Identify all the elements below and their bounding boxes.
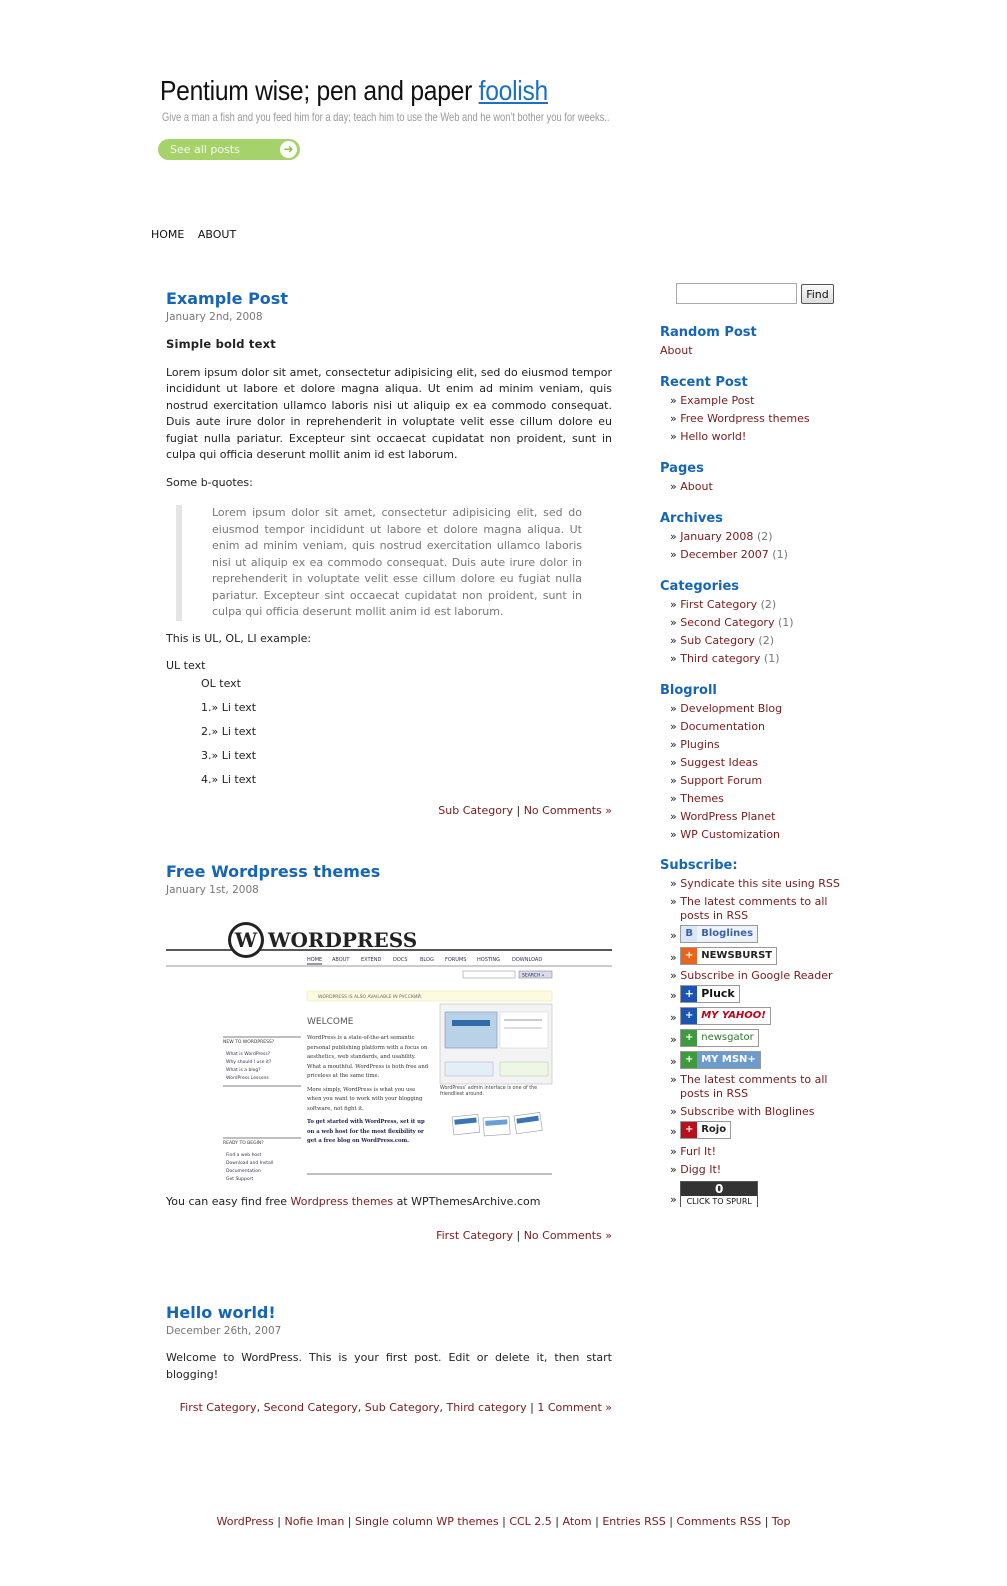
main-nav — [151, 228, 246, 241]
widget-blogroll — [660, 683, 860, 846]
category-link[interactable]: Sub Category — [364, 1401, 440, 1414]
category-link[interactable]: First Category — [436, 1228, 513, 1242]
post-example — [166, 289, 612, 820]
svg-text:Documentation: Documentation — [226, 1169, 261, 1174]
ol-label: OL text — [201, 676, 241, 690]
svg-text:NEW TO WORDPRESS?: NEW TO WORDPRESS? — [223, 1040, 275, 1045]
list-item[interactable]: » Plugins — [670, 738, 720, 751]
post-date: December 26th, 2007 — [166, 1325, 282, 1337]
list-item[interactable]: » The latest comments to all posts in RSS — [670, 1073, 828, 1100]
comments-link[interactable]: 1 Comment » — [537, 1401, 612, 1414]
list-item[interactable]: » The latest comments to all posts in RSS — [670, 895, 828, 922]
widget-title: Subscribe: — [660, 858, 738, 873]
widget-title: Archives — [660, 511, 723, 526]
svg-text:What is a blog?: What is a blog? — [226, 1068, 261, 1073]
widget-title: Blogroll — [660, 683, 717, 698]
bloglines-badge[interactable]: B Bloglines — [680, 925, 758, 943]
wordpress-screenshot-image — [166, 916, 612, 1182]
svg-text:Why should I use it?: Why should I use it? — [226, 1060, 272, 1065]
svg-text:WELCOME: WELCOME — [307, 1017, 354, 1027]
post-date: January 1st, 2008 — [166, 884, 259, 896]
list-label: This is UL, OL, LI example: — [166, 631, 312, 645]
wp-logo-text: WORDPRESS — [268, 928, 418, 952]
svg-text:Find a web host: Find a web host — [226, 1153, 262, 1158]
list-item[interactable]: » + MY MSN+ — [670, 1051, 860, 1069]
see-all-posts-button[interactable] — [158, 139, 300, 160]
my-yahoo-badge[interactable]: + MY YAHOO! — [680, 1007, 771, 1025]
rojo-badge[interactable]: + Rojo — [680, 1121, 731, 1139]
svg-text:W: W — [234, 928, 258, 952]
footer-link[interactable]: Comments RSS — [676, 1515, 762, 1528]
list-item: 1.» Li text — [201, 701, 257, 714]
newsburst-badge[interactable]: + NEWSBURST — [680, 947, 777, 965]
nav-about[interactable]: ABOUT — [197, 228, 237, 241]
footer-link[interactable]: CCL 2.5 — [509, 1515, 552, 1528]
spurl-badge[interactable]: 0 CLICK TO SPURL — [680, 1181, 758, 1207]
list-item[interactable]: » + MY YAHOO! — [670, 1007, 860, 1025]
list-item[interactable]: » + newsgator — [670, 1029, 860, 1047]
footer-link[interactable]: Nofie Iman — [284, 1515, 345, 1528]
post-text: You can easy find free Wordpress themes at WPThemesArchive.com — [166, 1195, 541, 1208]
list-item[interactable]: » + Pluck — [670, 985, 860, 1003]
post-title[interactable]: Example Post — [166, 289, 288, 308]
list-item[interactable]: » Free Wordpress themes — [670, 412, 810, 425]
list-item[interactable]: » Development Blog — [670, 702, 783, 715]
svg-text:Get Support: Get Support — [226, 1177, 254, 1182]
list-item[interactable]: » Subscribe with Bloglines — [670, 1105, 815, 1118]
see-all-label: See all posts — [170, 143, 240, 156]
widget-categories — [660, 579, 860, 670]
svg-text:DOCS: DOCS — [393, 957, 408, 963]
post-free-themes — [166, 862, 612, 1244]
list-example — [166, 658, 612, 788]
svg-text:READY TO BEGIN?: READY TO BEGIN? — [223, 1141, 264, 1146]
pluck-badge[interactable]: + Pluck — [680, 985, 740, 1003]
list-item[interactable]: » + NEWSBURST — [670, 947, 860, 965]
post-paragraph: Lorem ipsum dolor sit amet, consectetur adipisicing elit, sed do eiusmod tempor incididunt ut labore et dolore magna aliqua. Ut enim ad minim veniam, quis nostrud exercitation ullamco laboris nisi ut aliquip ex ea commodo consequat. Duis aute irure dolor in reprehenderit in voluptate velit esse cillum dolore eu fugiat nulla pariatur. Excepteur sint occaecat cupidatat non proident, sunt in culpa qui officia deserunt mollit anim id est laborum. — [166, 365, 612, 461]
widget-title: Pages — [660, 461, 704, 476]
widget-pages — [660, 461, 860, 498]
list-item[interactable]: » Sub Category (2) — [670, 634, 775, 647]
list-item: 2.» Li text — [201, 725, 257, 738]
site-title-main: Pentium wise; pen and paper — [160, 75, 473, 106]
list-item[interactable]: » 0 CLICK TO SPURL — [670, 1181, 860, 1207]
search-input[interactable] — [676, 283, 797, 304]
svg-text:BLOG: BLOG — [420, 957, 434, 963]
wordpress-themes-link[interactable]: Wordpress themes — [290, 1195, 394, 1208]
widget-random-post — [660, 325, 860, 362]
list-item[interactable]: » Support Forum — [670, 774, 763, 787]
site-title-accent[interactable]: foolish — [478, 75, 548, 106]
footer-link[interactable]: WordPress — [216, 1515, 274, 1528]
comments-link[interactable]: No Comments » — [523, 804, 612, 817]
list-item[interactable]: » Documentation — [670, 720, 766, 733]
post-date: January 2nd, 2008 — [166, 311, 263, 323]
category-link[interactable]: Second Category — [263, 1401, 358, 1414]
newsgator-badge[interactable]: + newsgator — [680, 1029, 759, 1047]
list-item[interactable]: » About — [670, 480, 713, 493]
footer-link[interactable]: Entries RSS — [602, 1515, 666, 1528]
list-item: 4.» Li text — [201, 773, 257, 786]
list-item: 3.» Li text — [201, 749, 257, 762]
svg-text:EXTEND: EXTEND — [361, 957, 382, 963]
post-meta: Sub Category | No Comments » — [438, 804, 612, 817]
blockquote: Lorem ipsum dolor sit amet, consectetur adipisicing elit, sed do eiusmod tempor incididunt ut labore et dolore magna aliqua. Ut enim ad minim veniam, quis nostrud exercitation ullamco laboris nisi ut aliquip ex ea commodo consequat. Duis aute irure dolor in reprehenderit in voluptate velit esse cillum dolore eu fugiat nulla pariatur. Excepteur sint occaecat cupidatat non proident, sunt in culpa qui officia deserunt mollit anim id est laborum. — [176, 505, 612, 621]
list-item[interactable]: » Third category (1) — [670, 652, 780, 665]
bquote-label: Some b-quotes: — [166, 475, 253, 489]
footer-link[interactable]: Single column WP themes — [355, 1515, 499, 1528]
category-link[interactable]: Sub Category — [438, 804, 513, 817]
list-item[interactable]: » Example Post — [670, 394, 755, 407]
bold-text: Simple bold text — [166, 337, 276, 351]
find-button[interactable]: Find — [801, 284, 834, 304]
post-hello-world — [166, 1303, 612, 1417]
widget-title: Random Post — [660, 325, 757, 340]
svg-text:DOWNLOAD: DOWNLOAD — [512, 957, 543, 963]
post-meta: First Category, Second Category, Sub Category, Third category | 1 Comment » — [179, 1401, 612, 1414]
svg-text:ABOUT: ABOUT — [332, 957, 350, 963]
post-text: Welcome to WordPress. This is your first post. Edit or delete it, then start blogging! — [166, 1351, 612, 1381]
list-item[interactable]: » B Bloglines — [670, 925, 860, 943]
list-item[interactable]: » Subscribe in Google Reader — [670, 969, 833, 982]
list-item[interactable]: » WP Customization — [670, 828, 781, 841]
footer: WordPress | Nofie Iman | Single column WP themes | CCL 2.5 | Atom | Entries RSS | Comments RSS | Top — [216, 1515, 791, 1528]
svg-text:WordPress Lessons: WordPress Lessons — [226, 1076, 269, 1081]
nav-home[interactable]: HOME — [151, 228, 185, 241]
svg-text:FORUMS: FORUMS — [445, 957, 467, 963]
category-link[interactable]: First Category — [179, 1401, 257, 1414]
ul-label: UL text — [166, 659, 206, 672]
category-link[interactable]: Third category — [446, 1401, 527, 1414]
wordpress-site-illustration: W WORDPRESS HOME ABOUT EXTEND DOCS BLOG FORUMS HOSTING DOWNLOAD SEARCH » WORDPRESS IS ALSO AVAILABLE IN РУССКИЙ. WELCOME NEW TO WORDPRESS? What is WordPress? Why should I use it? What is a blog? WordPress Lessons READY TO BEGIN? Find a web host Download and Install Documentation Get Support WordPress is a state-of-the-art semantic personal publishing platform with a focus on aesthetics, web standards, and usability. What a mouthful. WordPress is both free and priceless at the same time. More simply, WordPress is what you use when you want to work with your blogging software, not fight it. To get started with WordPress, set it up on a web host for the most flexibility or get a free blog on WordPress.com. WordPress' admin interface is one of the friendliest around. — [166, 916, 612, 1178]
list-item[interactable]: » Furl It! — [670, 1145, 716, 1158]
footer-link[interactable]: Atom — [562, 1515, 592, 1528]
svg-text:WORDPRESS IS ALSO AVAILABLE IN: WORDPRESS IS ALSO AVAILABLE IN РУССКИЙ. — [318, 995, 423, 1000]
widget-title: Categories — [660, 579, 740, 594]
svg-text:HOSTING: HOSTING — [477, 957, 501, 963]
list-item[interactable]: » December 2007 (1) — [670, 548, 788, 561]
random-post-link[interactable]: About — [660, 344, 693, 357]
list-item[interactable]: » January 2008 (2) — [670, 530, 773, 543]
list-item[interactable]: » WordPress Planet — [670, 810, 776, 823]
footer-link[interactable]: Top — [771, 1515, 791, 1528]
widget-subscribe — [660, 858, 860, 1211]
post-title[interactable]: Free Wordpress themes — [166, 862, 381, 881]
list-item[interactable]: » Suggest Ideas — [670, 756, 758, 769]
svg-text:What is WordPress?: What is WordPress? — [226, 1052, 271, 1057]
list-item[interactable]: » Digg It! — [670, 1163, 722, 1176]
widget-archives — [660, 511, 860, 566]
my-msn-badge[interactable]: + MY MSN+ — [680, 1051, 761, 1069]
svg-text:Download and Install: Download and Install — [226, 1161, 274, 1166]
post-meta: First Category | No Comments » — [436, 1228, 612, 1242]
comments-link[interactable]: No Comments » — [523, 1228, 612, 1242]
site-tagline: Give a man a fish and you feed him for a day; teach him to use the Web and he won't bother you for weeks.. — [162, 110, 610, 124]
arrow-right-icon: ➜ — [280, 141, 297, 158]
svg-text:SEARCH »: SEARCH » — [522, 973, 545, 979]
widget-title: Recent Post — [660, 375, 748, 390]
list-item[interactable]: » Themes — [670, 792, 724, 805]
site-title[interactable] — [160, 75, 548, 107]
list-item[interactable]: » Syndicate this site using RSS — [670, 877, 840, 890]
list-item[interactable]: » Second Category (1) — [670, 616, 794, 629]
list-item[interactable]: » + Rojo — [670, 1121, 860, 1139]
post-title[interactable]: Hello world! — [166, 1303, 276, 1322]
list-item[interactable]: » First Category (2) — [670, 598, 777, 611]
widget-recent-posts — [660, 375, 860, 448]
list-item[interactable]: » Hello world! — [670, 430, 747, 443]
svg-text:HOME: HOME — [307, 957, 323, 963]
